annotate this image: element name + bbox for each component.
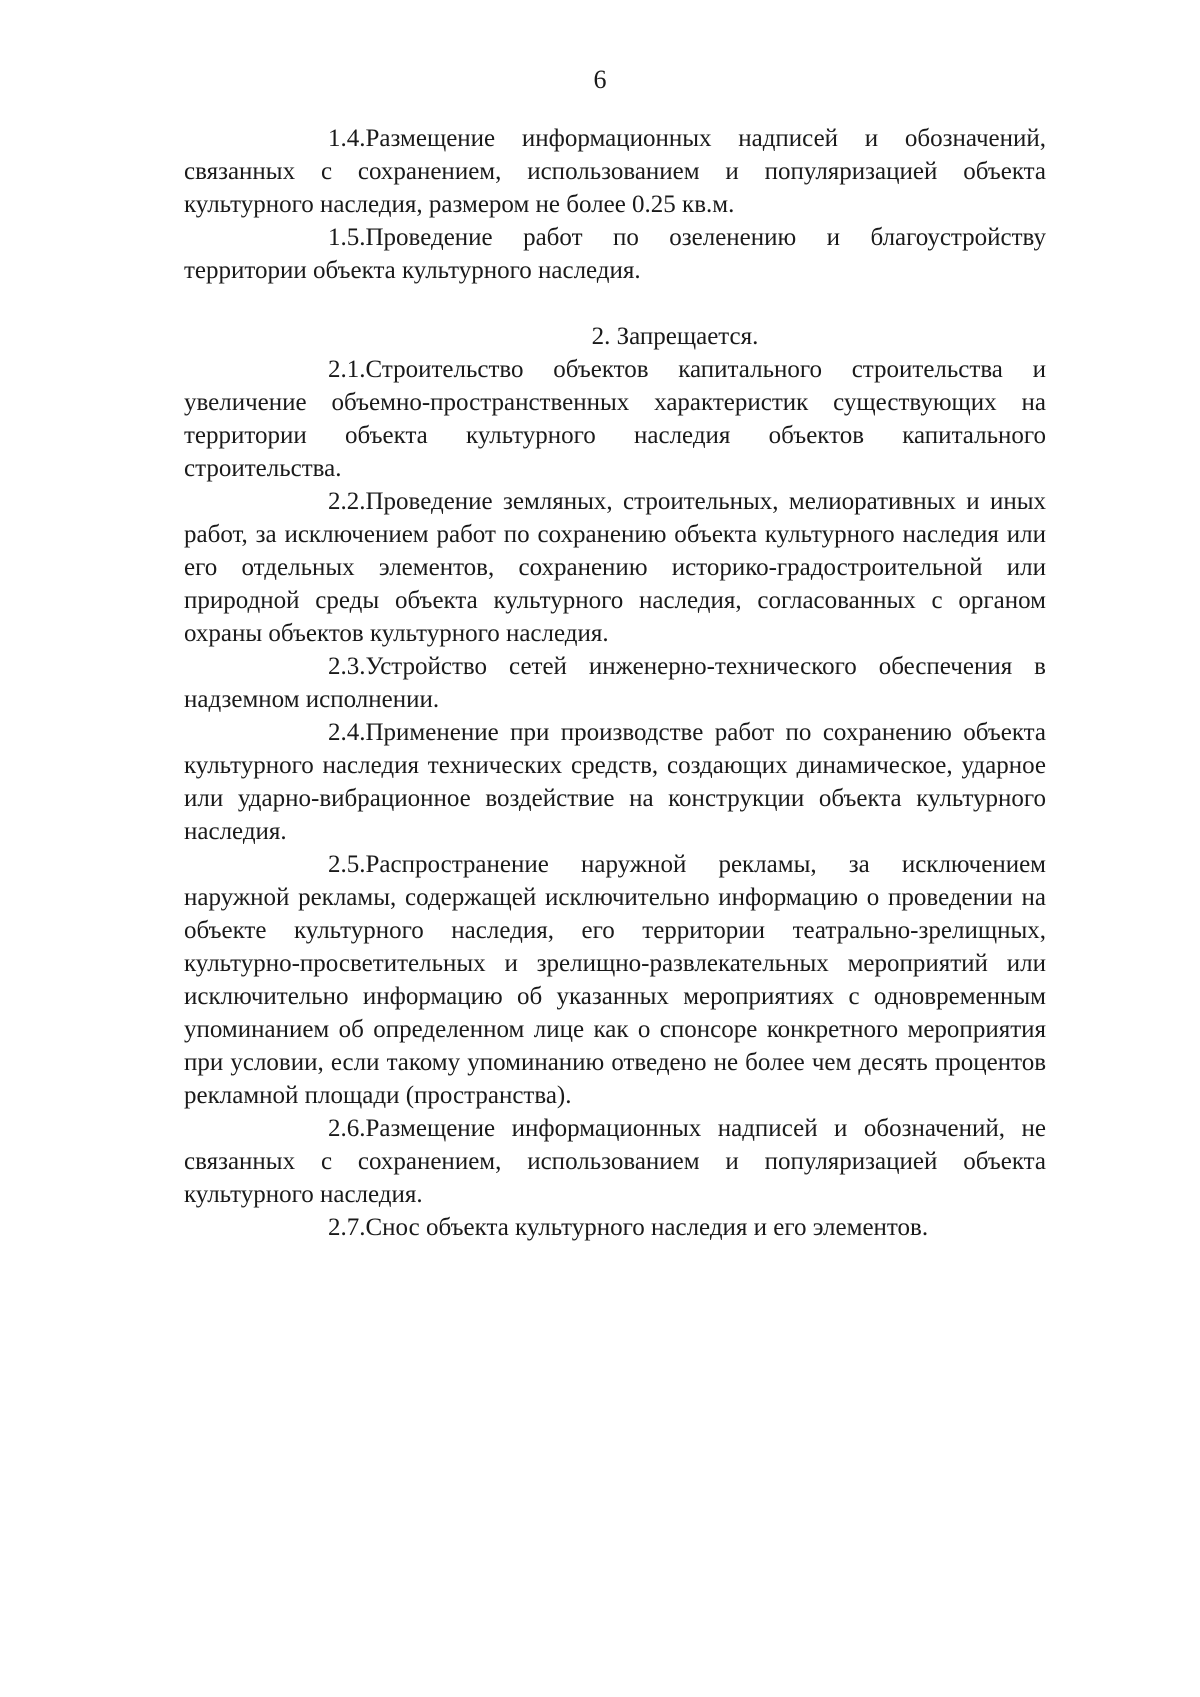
clause-text: Строительство объектов капитального строительства и увеличение объемно-пространственных характеристик существующих на территории объекта культурного наследия объектов капитального строительства. <box>184 356 1046 482</box>
clause-number: 2.1. <box>328 356 366 383</box>
clause-number: 2.5. <box>328 851 366 878</box>
clause-number: 2.4. <box>328 719 366 746</box>
clause-2-3 <box>184 650 1046 716</box>
clause-2-6 <box>184 1112 1046 1211</box>
clause-number: 1.5. <box>328 224 366 251</box>
clause-2-5 <box>184 848 1046 1112</box>
clause-text: Проведение земляных, строительных, мелиоративных и иных работ, за исключением работ по сохранению объекта культурного наследия или его отдельных элементов, сохранению историко-градостроительной или природной среды объекта культурного наследия, согласованных с органом охраны объектов культурного наследия. <box>184 488 1046 647</box>
clause-number: 2.6. <box>328 1115 366 1142</box>
clause-number: 1.4. <box>328 125 366 152</box>
clause-2-4 <box>184 716 1046 848</box>
clause-text: Проведение работ по озеленению и благоустройству территории объекта культурного наследия. <box>184 224 1046 284</box>
section-2-title: 2. Запрещается. <box>591 323 759 350</box>
clause-text: Снос объекта культурного наследия и его элементов. <box>365 1214 929 1241</box>
clause-1-5 <box>184 221 1046 287</box>
clause-text: Применение при производстве работ по сохранению объекта культурного наследия технических средств, создающих динамическое, ударное или ударно-вибрационное воздействие на конструкции объекта культурного наследия. <box>184 719 1046 845</box>
clause-text: Размещение информационных надписей и обозначений, связанных с сохранением, использованием и популяризацией объекта культурного наследия, размером не более 0.25 кв.м. <box>184 125 1046 218</box>
clause-text: Размещение информационных надписей и обозначений, не связанных с сохранением, использованием и популяризацией объекта культурного наследия. <box>184 1115 1046 1208</box>
clause-text: Устройство сетей инженерно-технического обеспечения в надземном исполнении. <box>184 653 1046 713</box>
clause-1-4 <box>184 122 1046 221</box>
clause-2-1 <box>184 353 1046 485</box>
page-number: 6 <box>593 65 607 94</box>
clause-text: Распространение наружной рекламы, за исключением наружной рекламы, содержащей исключительно информацию о проведении на объекте культурного наследия, его территории театрально-зрелищных, культурно-просветительных и зрелищно-развлекательных мероприятий или исключительно информацию об указанных мероприятиях с одновременным упоминанием об определенном лице как о спонсоре конкретного мероприятия при условии, если такому упоминанию отведено не более чем десять процентов рекламной площади (пространства). <box>184 851 1046 1109</box>
document-body <box>184 122 1046 1244</box>
clause-number: 2.3. <box>328 653 366 680</box>
clause-number: 2.7. <box>328 1214 366 1241</box>
clause-2-7 <box>184 1211 1046 1244</box>
clause-2-2 <box>184 485 1046 650</box>
clause-number: 2.2. <box>328 488 366 515</box>
